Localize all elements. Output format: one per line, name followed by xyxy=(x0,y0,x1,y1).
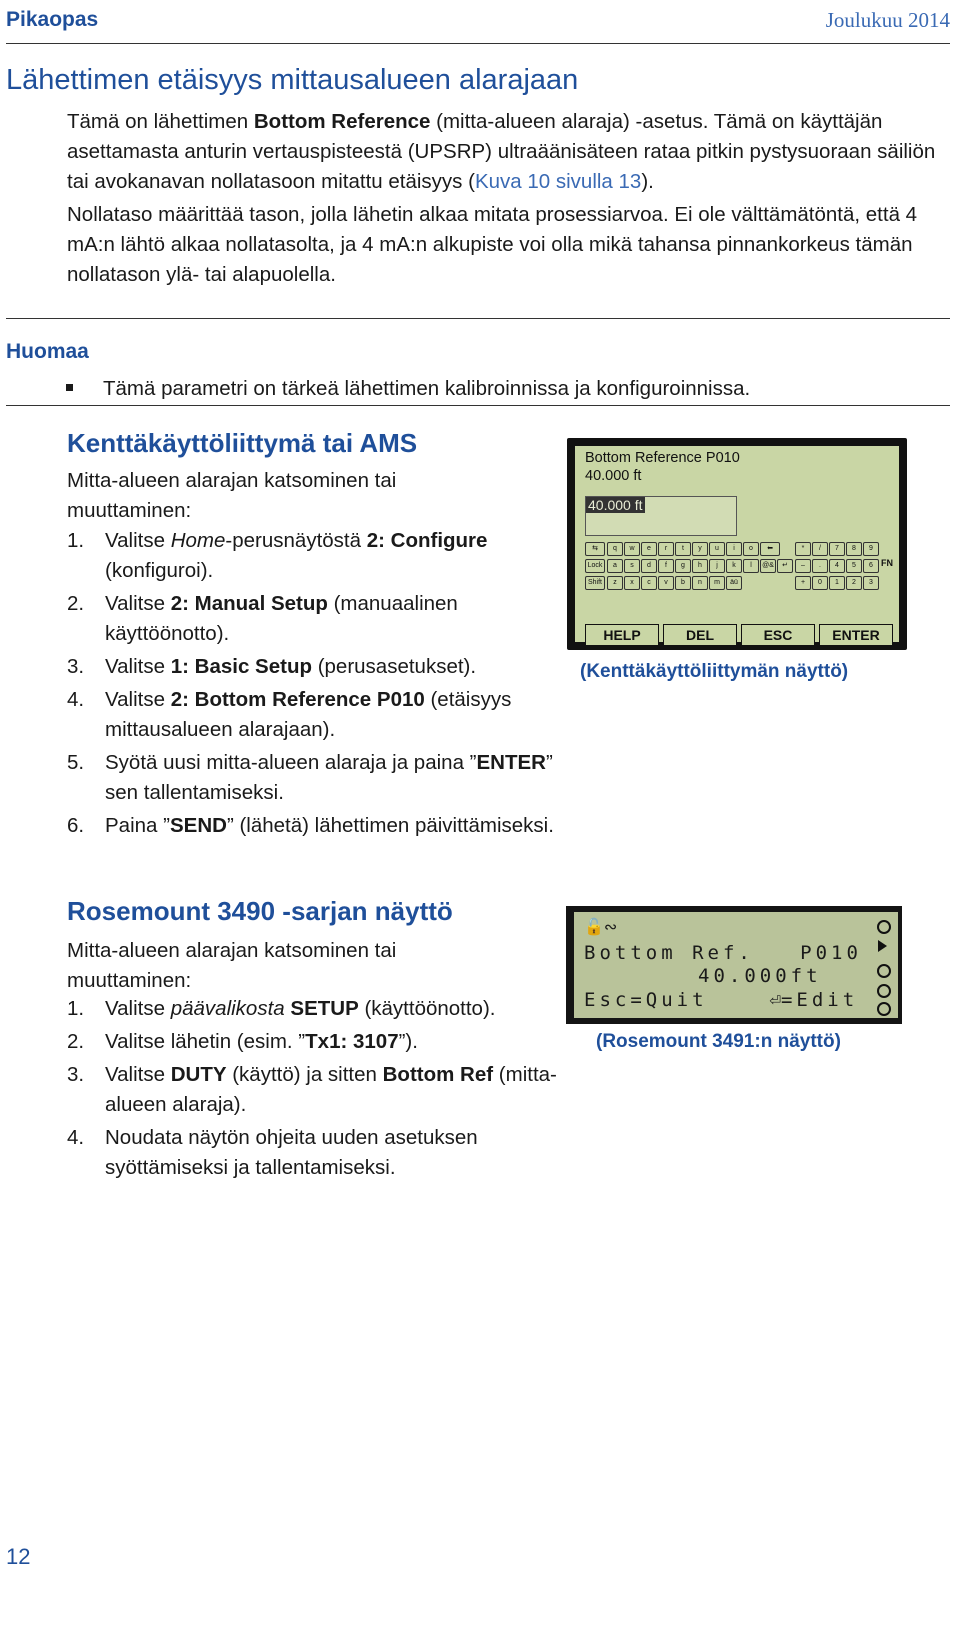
key-9[interactable]: @& xyxy=(760,559,776,573)
fc-screen xyxy=(575,446,899,642)
lcd-esc-text: Esc=Quit xyxy=(584,989,708,1011)
numpad-key[interactable]: 6 xyxy=(863,559,879,573)
numpad-key[interactable]: 4 xyxy=(829,559,845,573)
fn-key[interactable]: FN xyxy=(881,558,893,568)
fc-caption: (Kenttäkäyttöliittymän näyttö) xyxy=(580,661,849,682)
numpad-key[interactable]: 3 xyxy=(863,576,879,590)
list-item: 5. Syötä uusi mitta-alueen alaraja ja paina ”ENTER” sen tallentamiseksi. xyxy=(67,751,553,804)
numpad-key[interactable]: – xyxy=(795,559,811,573)
lcd-screen xyxy=(574,912,870,1018)
lcd-caption: (Rosemount 3491:n näyttö) xyxy=(596,1031,841,1052)
header-rule xyxy=(6,43,950,44)
rosemount-lcd xyxy=(566,906,902,1024)
arrow-right-icon xyxy=(878,940,887,952)
section-heading-ams: Kenttäkäyttöliittymä tai AMS xyxy=(67,428,418,458)
help-button[interactable]: HELP xyxy=(585,624,659,646)
list-item: 4. Noudata näytön ohjeita uuden asetuksen syöttämiseksi ja tallentamiseksi. xyxy=(67,1126,478,1179)
intro-text: Tämä on lähettimen xyxy=(67,110,254,133)
indicator-dot-icon xyxy=(877,1002,891,1016)
numpad-key[interactable]: / xyxy=(812,542,828,556)
fc-value-line: 40.000 ft xyxy=(585,468,642,484)
key-w[interactable]: w xyxy=(624,542,640,556)
steps-list-ams xyxy=(67,526,557,844)
note-text: Tämä parametri on tärkeä lähettimen kalibroinnissa ja konfiguroinnissa. xyxy=(103,377,751,400)
section-lead-ams: Mitta-alueen alarajan katsominen tai muuttaminen: xyxy=(67,469,397,522)
enter-button[interactable]: ENTER xyxy=(819,624,893,646)
intro-paragraph-1 xyxy=(67,107,947,197)
fc-value-input[interactable] xyxy=(585,496,737,536)
steps-list-3490 xyxy=(67,994,557,1186)
list-item: 4. Valitse 2: Bottom Reference P010 (etäisyys mittausalueen alarajaan). xyxy=(67,688,512,741)
field-communicator-display xyxy=(567,438,907,650)
key-b[interactable]: b xyxy=(675,576,691,590)
backspace-key[interactable]: ⬅ xyxy=(760,542,780,556)
page-title: Lähettimen etäisyys mittausalueen alarajaan xyxy=(6,64,579,96)
list-item: 2. Valitse lähetin (esim. ”Tx1: 3107”). xyxy=(67,1030,418,1053)
del-button[interactable]: DEL xyxy=(663,624,737,646)
key-x[interactable]: x xyxy=(624,576,640,590)
section-lead-3490: Mitta-alueen alarajan katsominen tai muuttaminen: xyxy=(67,939,397,992)
intro-text: ). xyxy=(641,170,654,193)
key-0[interactable]: a xyxy=(607,559,623,573)
indicator-dot-icon xyxy=(877,964,891,978)
numpad-key[interactable]: 2 xyxy=(846,576,862,590)
numpad-key[interactable]: 0 xyxy=(812,576,828,590)
lock-key[interactable]: Lock xyxy=(585,559,605,573)
key-u[interactable]: u xyxy=(709,542,725,556)
list-item: 1. Valitse Home-perusnäytöstä 2: Configure (konfiguroi). xyxy=(67,529,488,582)
key-c[interactable]: c xyxy=(641,576,657,590)
numpad-key[interactable]: + xyxy=(795,576,811,590)
key-n[interactable]: n xyxy=(692,576,708,590)
key-v[interactable]: v xyxy=(658,576,674,590)
key-7[interactable]: k xyxy=(726,559,742,573)
list-item: 6. Paina ”SEND” (lähetä) lähettimen päivittämiseksi. xyxy=(67,814,554,837)
numpad-key[interactable]: 7 xyxy=(829,542,845,556)
numpad-key[interactable]: 1 xyxy=(829,576,845,590)
fc-input-text: 40.000 ft xyxy=(588,497,643,513)
header-doc-title: Pikaopas xyxy=(6,8,99,31)
numpad-key[interactable]: 5 xyxy=(846,559,862,573)
key-e[interactable]: e xyxy=(641,542,657,556)
lcd-edit-text: =Edit xyxy=(780,989,859,1011)
figure-link[interactable]: Kuva 10 sivulla 13 xyxy=(474,170,642,193)
enter-arrow-icon: ⏎ xyxy=(769,989,781,1011)
key-i[interactable]: i xyxy=(726,542,742,556)
key-q[interactable]: q xyxy=(607,542,623,556)
indicator-dot-icon xyxy=(877,984,891,998)
key-1[interactable]: s xyxy=(624,559,640,573)
esc-button[interactable]: ESC xyxy=(741,624,815,646)
key-m[interactable]: m xyxy=(709,576,725,590)
enter-key[interactable]: ↵ xyxy=(777,559,793,573)
list-item: 2. Valitse 2: Manual Setup (manuaalinen käyttöönotto). xyxy=(67,592,458,645)
note-item xyxy=(66,377,750,401)
numpad-key[interactable]: 9 xyxy=(863,542,879,556)
note-label: Huomaa xyxy=(6,340,89,363)
key-5[interactable]: h xyxy=(692,559,708,573)
page-number: 12 xyxy=(6,1544,31,1569)
indicator-dot-icon xyxy=(877,920,891,934)
intro-bold: Bottom Reference xyxy=(253,110,431,133)
intro-text: (mitta-alueen alaraja) -asetus. Tämä on käyttäjän asettamasta anturin vertauspisteestä (UPSRP) ultraäänisäteen rataa pitkin pystysuoraan säiliön tai avokanavan nollatasoon mitattu etäisyys ( xyxy=(67,110,936,193)
intro-paragraph-2: Nollataso määrittää tason, jolla lähetin alkaa mitata prosessiarvoa. Ei ole välttämätöntä, että 4 mA:n lähtö alkaa nollatasolta, ja 4 mA:n alkupiste voi olla mikä tahansa pinnankorkeus tämän nollatason ylä- tai alapuolella. xyxy=(67,203,918,286)
numpad-key[interactable]: . xyxy=(812,559,828,573)
lcd-line-2: 40.000ft xyxy=(698,965,822,987)
key-o[interactable]: o xyxy=(743,542,759,556)
key-8[interactable]: l xyxy=(743,559,759,573)
key-y[interactable]: y xyxy=(692,542,708,556)
key-3[interactable]: f xyxy=(658,559,674,573)
section-heading-3490: Rosemount 3490 -sarjan näyttö xyxy=(67,896,453,926)
numpad-key[interactable]: 8 xyxy=(846,542,862,556)
lcd-side-indicators xyxy=(870,912,898,1018)
key-r[interactable]: r xyxy=(658,542,674,556)
lock-icon: 🔓∾ xyxy=(584,917,618,936)
key-t[interactable]: t xyxy=(675,542,691,556)
tab-key[interactable]: ⇆ xyxy=(585,542,605,556)
lcd-line-3 xyxy=(584,989,858,1011)
numpad-key[interactable]: * xyxy=(795,542,811,556)
header-date: Joulukuu 2014 xyxy=(825,8,950,32)
lcd-line-1: Bottom Ref. P010 xyxy=(584,942,862,964)
key-äü[interactable]: äü xyxy=(726,576,742,590)
list-item: 3. Valitse 1: Basic Setup (perusasetukset). xyxy=(67,655,477,678)
list-item: 1. Valitse päävalikosta SETUP (käyttöönotto). xyxy=(67,997,496,1020)
shift-key[interactable]: Shift xyxy=(585,576,605,590)
key-6[interactable]: j xyxy=(709,559,725,573)
fc-title-line: Bottom Reference P010 xyxy=(585,450,740,466)
key-2[interactable]: d xyxy=(641,559,657,573)
bullet-icon xyxy=(66,384,73,391)
list-item: 3. Valitse DUTY (käyttö) ja sitten Bottom Ref (mitta-alueen alaraja). xyxy=(67,1063,557,1116)
key-4[interactable]: g xyxy=(675,559,691,573)
note-top-rule xyxy=(6,318,950,319)
key-z[interactable]: z xyxy=(607,576,623,590)
note-bottom-rule xyxy=(6,405,950,406)
